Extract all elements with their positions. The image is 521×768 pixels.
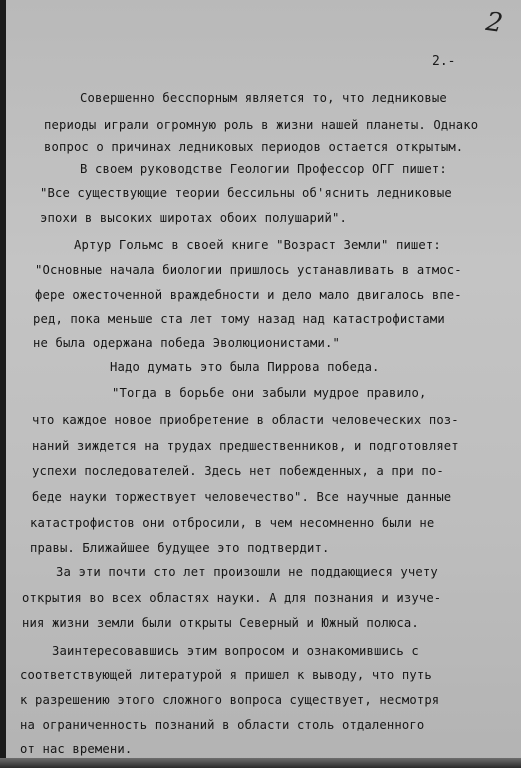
text-line: открытия во всех областях науки. А для познания и изуче- (22, 591, 442, 605)
scan-edge-bottom (0, 758, 521, 768)
text-line: от нас времени. (20, 742, 133, 756)
text-line: к разрешению этого сложного вопроса существует, несмотря (20, 693, 440, 707)
text-line: успехи последователей. Здесь нет побежденных, а при по- (32, 464, 444, 478)
scan-edge-left (0, 0, 6, 768)
text-line: эпохи в высоких широтах обоих полушарий". (40, 211, 347, 225)
text-line: правы. Ближайшее будущее это подтвердит. (30, 541, 330, 555)
page-number: 2.- (432, 54, 456, 69)
text-line: вопрос о причинах ледниковых периодов остается открытым. (44, 140, 464, 154)
text-line: Заинтересовавшись этим вопросом и ознакомившись с (52, 644, 419, 658)
text-line: периоды играли огромную роль в жизни нашей планеты. Однако (44, 118, 479, 132)
text-line: беде науки торжествует человечество". Все научные данные (32, 490, 452, 504)
text-line: За эти почти сто лет произошли не поддающиеся учету (56, 565, 438, 579)
text-line: Совершенно бесспорным является то, что ледниковые (80, 91, 447, 105)
text-line: на ограниченность познаний в области столь отдаленного (20, 718, 425, 732)
text-line: что каждое новое приобретение в области человеческих поз- (32, 413, 459, 427)
text-line: соответствующей литературой я пришел к выводу, что путь (20, 668, 432, 682)
text-line: В своем руководстве Геологии Профессор ОГГ пишет: (80, 162, 447, 176)
text-line: "Все существующие теории бессильны об'яснить ледниковые (40, 186, 452, 200)
text-line: катастрофистов они отбросили, в чем несомненно были не (30, 516, 435, 530)
text-line: Артур Гольмс в своей книге "Возраст Земли" пишет: (74, 238, 441, 252)
text-line: "Основные начала биологии пришлось устанавливать в атмос- (35, 263, 462, 277)
text-line: ред, пока меньше ста лет тому назад над катастрофистами (33, 312, 445, 326)
text-line: фере ожесточенной враждебности и дело мало двигалось впе- (35, 288, 462, 302)
text-line: "Тогда в борьбе они забыли мудрое правило, (112, 386, 427, 400)
text-line: Надо думать это была Пиррова победа. (110, 360, 380, 374)
handwritten-page-mark: 2 (484, 6, 506, 40)
text-line: наний зиждется на трудах предшественников, и подготовляет (32, 439, 459, 453)
text-line: не была одержана победа Эволюционистами." (33, 336, 340, 350)
text-line: ния жизни земли были открыты Северный и Южный полюса. (22, 616, 419, 630)
